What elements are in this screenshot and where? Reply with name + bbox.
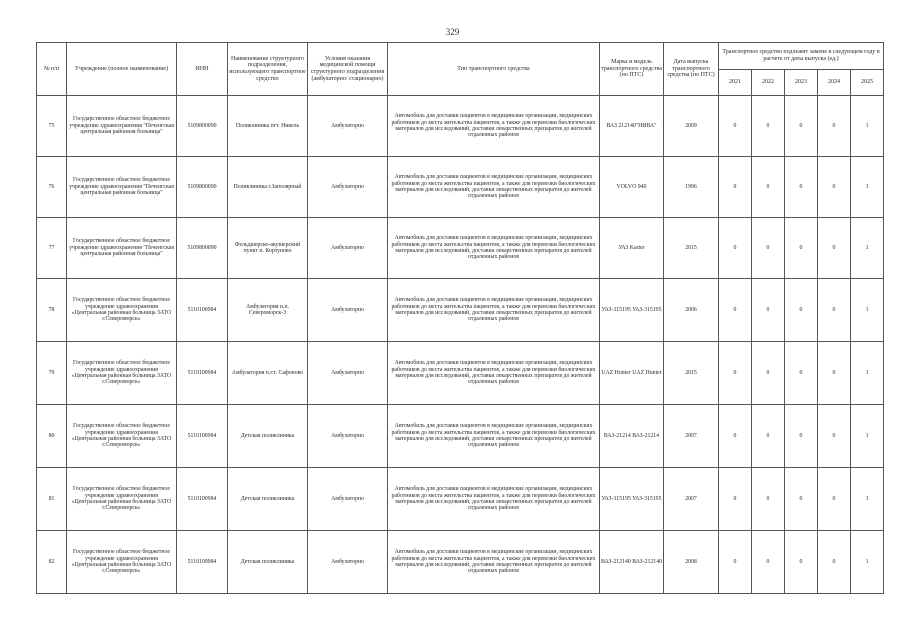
cell-release-date: 2007 — [664, 468, 719, 531]
cell-model: УАЗ-315195 УАЗ-315195 — [600, 279, 664, 342]
cell-year-2024: 0 — [818, 96, 851, 157]
cell-conditions: Амбулаторно — [308, 531, 388, 594]
cell-year-2025: 1 — [851, 405, 884, 468]
table-row — [37, 342, 884, 405]
cell-year-2021: 0 — [719, 468, 752, 531]
table-row — [37, 405, 884, 468]
cell-subdivision: Фельдшерско-акушерский пункт п. Корзуново — [228, 218, 308, 279]
cell-institution: Государственное областное бюджетное учреждение здравоохранения «Центральная районная больница ЗАТО г.Североморск» — [67, 279, 177, 342]
cell-year-2022: 0 — [752, 531, 785, 594]
cell-inn: 5110100984 — [177, 342, 228, 405]
header-year-2022: 2022 — [752, 70, 785, 96]
cell-conditions: Амбулаторно — [308, 468, 388, 531]
cell-year-2024: 0 — [818, 531, 851, 594]
cell-year-2023: 0 — [785, 405, 818, 468]
cell-institution: Государственное областное бюджетное учреждение здравоохранения "Печенгская центральная районная больница" — [67, 218, 177, 279]
cell-vehicle-type: Автомобиль для доставки пациентов в медицинские организации, медицинских работников до места жительства пациентов, а также для перевозки биологических материалов для исследований, доставки лекарственных препаратов до жителей отдаленных районов — [388, 468, 600, 531]
header-year-2021: 2021 — [719, 70, 752, 96]
header-year-2023: 2023 — [785, 70, 818, 96]
cell-conditions: Амбулаторно — [308, 342, 388, 405]
cell-subdivision: Амбулатория н.г.т. Сафоново — [228, 342, 308, 405]
cell-num: 76 — [37, 157, 67, 218]
cell-year-2022: 0 — [752, 157, 785, 218]
header-vehicle-type: Тип транспортного средства — [388, 43, 600, 96]
cell-subdivision: Поликлиника пгт. Никель — [228, 96, 308, 157]
cell-conditions: Амбулаторно — [308, 279, 388, 342]
header-num: № п/п — [37, 43, 67, 96]
cell-year-2024: 0 — [818, 468, 851, 531]
cell-year-2021: 0 — [719, 342, 752, 405]
cell-conditions: Амбулаторно — [308, 157, 388, 218]
cell-release-date: 2007 — [664, 405, 719, 468]
cell-model: VOLVO 940 — [600, 157, 664, 218]
page-number: 329 — [445, 27, 460, 37]
cell-year-2025: 1 — [851, 531, 884, 594]
header-year-2024: 2024 — [818, 70, 851, 96]
table-header-row — [37, 43, 884, 70]
cell-num: 75 — [37, 96, 67, 157]
cell-year-2024: 0 — [818, 342, 851, 405]
cell-year-2021: 0 — [719, 531, 752, 594]
cell-subdivision: Детская поликлиника — [228, 531, 308, 594]
table-row — [37, 279, 884, 342]
cell-year-2023: 0 — [785, 342, 818, 405]
cell-vehicle-type: Автомобиль для доставки пациентов в медицинские организации, медицинских работников до места жительства пациентов, а также для перевозки биологических материалов для исследований, доставки лекарственных препаратов до жителей отдаленных районов — [388, 405, 600, 468]
table-row — [37, 468, 884, 531]
cell-year-2025: 1 — [851, 96, 884, 157]
cell-year-2021: 0 — [719, 405, 752, 468]
cell-institution: Государственное областное бюджетное учреждение здравоохранения «Центральная районная больница ЗАТО г.Североморск» — [67, 405, 177, 468]
cell-inn: 5110100984 — [177, 405, 228, 468]
cell-vehicle-type: Автомобиль для доставки пациентов в медицинские организации, медицинских работников до места жительства пациентов, а также для перевозки биологических материалов для исследований, доставки лекарственных препаратов до жителей отдаленных районов — [388, 342, 600, 405]
cell-subdivision: Амбулатория н.п. Североморск-3 — [228, 279, 308, 342]
cell-model: ВАЗ-212140 ВАЗ-212140 — [600, 531, 664, 594]
cell-year-2025: 1 — [851, 279, 884, 342]
cell-year-2024: 0 — [818, 218, 851, 279]
vehicle-register-table — [36, 42, 884, 594]
cell-year-2023: 0 — [785, 96, 818, 157]
cell-conditions: Амбулаторно — [308, 405, 388, 468]
cell-num: 81 — [37, 468, 67, 531]
table-row — [37, 218, 884, 279]
cell-year-2025: 1 — [851, 218, 884, 279]
cell-year-2023: 0 — [785, 157, 818, 218]
cell-year-2025: 1 — [851, 342, 884, 405]
cell-year-2022: 0 — [752, 218, 785, 279]
cell-institution: Государственное областное бюджетное учреждение здравоохранения «Центральная районная больница ЗАТО г.Североморск» — [67, 531, 177, 594]
cell-model: ВАЗ 212140"НИВА" — [600, 96, 664, 157]
header-subdivision: Наименование структурного подразделения, использующего транспортное средство — [228, 43, 308, 96]
cell-inn: 5109800090 — [177, 218, 228, 279]
cell-year-2023: 0 — [785, 468, 818, 531]
cell-model: УАЗ-315195 УАЗ-315195 — [600, 468, 664, 531]
header-year-2025: 2025 — [851, 70, 884, 96]
cell-year-2022: 0 — [752, 96, 785, 157]
cell-year-2022: 0 — [752, 279, 785, 342]
cell-release-date: 2015 — [664, 342, 719, 405]
cell-institution: Государственное областное бюджетное учреждение здравоохранения «Центральная районная больница ЗАТО г.Североморск» — [67, 468, 177, 531]
cell-num: 80 — [37, 405, 67, 468]
header-inn: ИНН — [177, 43, 228, 96]
cell-inn: 5109800090 — [177, 96, 228, 157]
cell-subdivision: Поликлиника г.Заполярный — [228, 157, 308, 218]
cell-conditions: Амбулаторно — [308, 218, 388, 279]
cell-vehicle-type: Автомобиль для доставки пациентов в медицинские организации, медицинских работников до места жительства пациентов, а также для перевозки биологических материалов для исследований, доставки лекарственных препаратов до жителей отдаленных районов — [388, 531, 600, 594]
cell-vehicle-type: Автомобиль для доставки пациентов в медицинские организации, медицинских работников до места жительства пациентов, а также для перевозки биологических материалов для исследований, доставки лекарственных препаратов до жителей отдаленных районов — [388, 279, 600, 342]
cell-year-2022: 0 — [752, 342, 785, 405]
cell-institution: Государственное областное бюджетное учреждение здравоохранения "Печенгская центральная районная больница" — [67, 96, 177, 157]
cell-model: UAZ Hunter UAZ Hunter — [600, 342, 664, 405]
cell-year-2024: 0 — [818, 279, 851, 342]
cell-institution: Государственное областное бюджетное учреждение здравоохранения "Печенгская центральная районная больница" — [67, 157, 177, 218]
header-conditions: Условия оказания медицинской помощи структурного подразделения (амбулаторно/ стационарно) — [308, 43, 388, 96]
cell-year-2021: 0 — [719, 96, 752, 157]
cell-year-2021: 0 — [719, 157, 752, 218]
cell-vehicle-type: Автомобиль для доставки пациентов в медицинские организации, медицинских работников до места жительства пациентов, а также для перевозки биологических материалов для исследований, доставки лекарственных препаратов до жителей отдаленных районов — [388, 218, 600, 279]
cell-num: 78 — [37, 279, 67, 342]
table-row — [37, 157, 884, 218]
cell-year-2021: 0 — [719, 218, 752, 279]
table-row — [37, 531, 884, 594]
cell-year-2024: 0 — [818, 157, 851, 218]
cell-vehicle-type: Автомобиль для доставки пациентов в медицинские организации, медицинских работников до места жительства пациентов, а также для перевозки биологических материалов для исследований, доставки лекарственных препаратов до жителей отдаленных районов — [388, 157, 600, 218]
header-model: Марка и модель транспортного средства (по ПТС) — [600, 43, 664, 96]
cell-release-date: 2006 — [664, 279, 719, 342]
table-row — [37, 96, 884, 157]
cell-year-2022: 0 — [752, 468, 785, 531]
cell-vehicle-type: Автомобиль для доставки пациентов в медицинские организации, медицинских работников до места жительства пациентов, а также для перевозки биологических материалов для исследований, доставки лекарственных препаратов до жителей отдаленных районов — [388, 96, 600, 157]
header-institution: Учреждение (полное наименование) — [67, 43, 177, 96]
header-release-date: Дата выпуска транспортного средства (по ПТС) — [664, 43, 719, 96]
cell-year-2021: 0 — [719, 279, 752, 342]
cell-release-date: 2009 — [664, 96, 719, 157]
cell-num: 82 — [37, 531, 67, 594]
cell-year-2025: 1 — [851, 157, 884, 218]
cell-model: УАЗ Karter — [600, 218, 664, 279]
cell-num: 77 — [37, 218, 67, 279]
cell-year-2024: 0 — [818, 405, 851, 468]
cell-year-2023: 0 — [785, 218, 818, 279]
cell-conditions: Амбулаторно — [308, 96, 388, 157]
cell-year-2023: 0 — [785, 531, 818, 594]
cell-inn: 5110100984 — [177, 468, 228, 531]
cell-model: ВАЗ-21214 ВАЗ-21214 — [600, 405, 664, 468]
cell-subdivision: Детская поликлиника — [228, 468, 308, 531]
header-replacement: Транспортное средство подлежит замене в следующем году в расчете от даты выпуска (ед.) — [719, 43, 884, 70]
cell-inn: 5110100984 — [177, 279, 228, 342]
cell-inn: 5110100984 — [177, 531, 228, 594]
cell-release-date: 1996 — [664, 157, 719, 218]
cell-year-2025: 1 — [851, 468, 884, 531]
cell-subdivision: Детская поликлиника — [228, 405, 308, 468]
cell-num: 79 — [37, 342, 67, 405]
cell-release-date: 2008 — [664, 531, 719, 594]
cell-year-2022: 0 — [752, 405, 785, 468]
cell-year-2023: 0 — [785, 279, 818, 342]
cell-inn: 5109800090 — [177, 157, 228, 218]
cell-institution: Государственное областное бюджетное учреждение здравоохранения «Центральная районная больница ЗАТО г.Североморск» — [67, 342, 177, 405]
cell-release-date: 2015 — [664, 218, 719, 279]
